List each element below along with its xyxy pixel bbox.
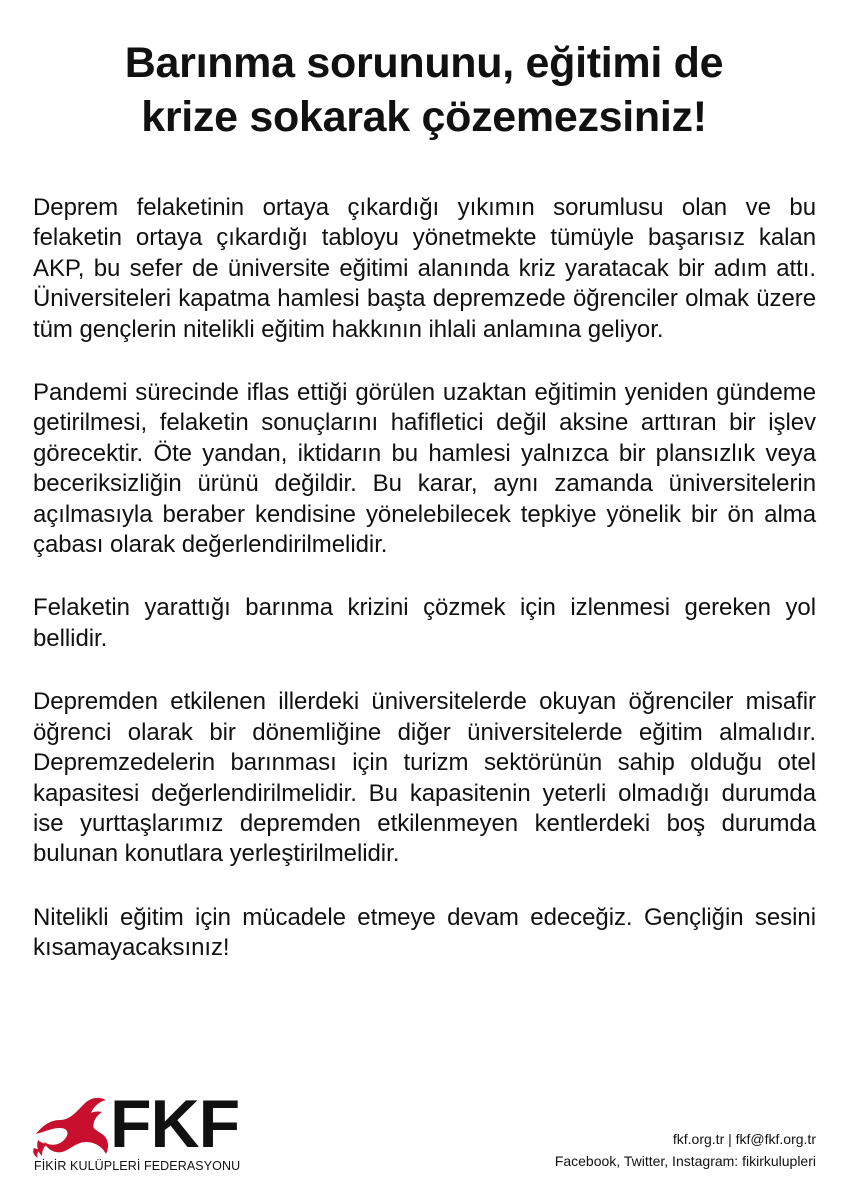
logo-wordmark: FKF — [110, 1086, 240, 1162]
logo-subtitle: FİKİR KULÜPLERİ FEDERASYONU — [34, 1159, 241, 1173]
paragraph-1: Deprem felaketinin ortaya çıkardığı yıkımın sorumlusu olan ve bu felaketin ortaya çıkardığı tabloyu yönetmekte tümüyle başarısız kalan AKP, bu sefer de üniversite eğitimi alanında kriz yaratacak bir adım attı. Üniversiteleri kapatma hamlesi başta depremzede öğrenciler olmak üzere tüm gençlerin nitelikli eğitim hakkının ihlali anlamına geliyor. — [33, 194, 816, 343]
page-title — [40, 36, 808, 144]
paragraph-3: Felaketin yarattığı barınma krizini çözmek için izlenmesi gereken yol bellidir. — [33, 594, 816, 652]
title-line-2: krize sokarak çözemezsiniz! — [141, 93, 707, 141]
torch-flame-icon — [32, 1090, 116, 1158]
paragraph-4: Depremden etkilenen illerdeki üniversitelerde okuyan öğrenciler misafir öğrenci olarak bir dönemliğine diğer üniversitelerde eğitim almalıdır. Depremzedelerin barınması için turizm sektörünün sahip olduğu otel kapasitesi değerlendirilmelidir. Bu kapasitenin yeterli olmadığı durumda ise yurttaşlarımız depremden etkilenmeyen kentlerdeki boş durumda bulunan konutlara yerleştirilmelidir. — [33, 688, 816, 868]
paragraph-2: Pandemi sürecinde iflas ettiği görülen uzaktan eğitimin yeniden gündeme getirilmesi, felaketin sonuçlarını hafifletici değil aksine arttıran bir işlev görecektir. Öte yandan, iktidarın bu hamlesi yalnızca bir plansızlık veya beceriksizliğin ürünü değildir. Bu karar, aynı zamanda üniversitelerin açılmasıyla beraber kendisine yönelebilecek tepkiye yönelik bir ön alma çabası olarak değerlendirilmelidir. — [33, 379, 816, 559]
fkf-logo — [32, 1086, 262, 1180]
statement-body — [33, 193, 816, 997]
contact-social: Facebook, Twitter, Instagram: fikirkulupleri — [554, 1153, 816, 1169]
title-line-1: Barınma sorununu, eğitimi de — [124, 39, 724, 87]
paragraph-5: Nitelikli eğitim için mücadele etmeye devam edeceğiz. Gençliğin sesini kısamayacaksınız! — [33, 903, 816, 962]
contact-website-email: fkf.org.tr | fkf@fkf.org.tr — [672, 1131, 816, 1147]
contact-info — [555, 1128, 816, 1172]
